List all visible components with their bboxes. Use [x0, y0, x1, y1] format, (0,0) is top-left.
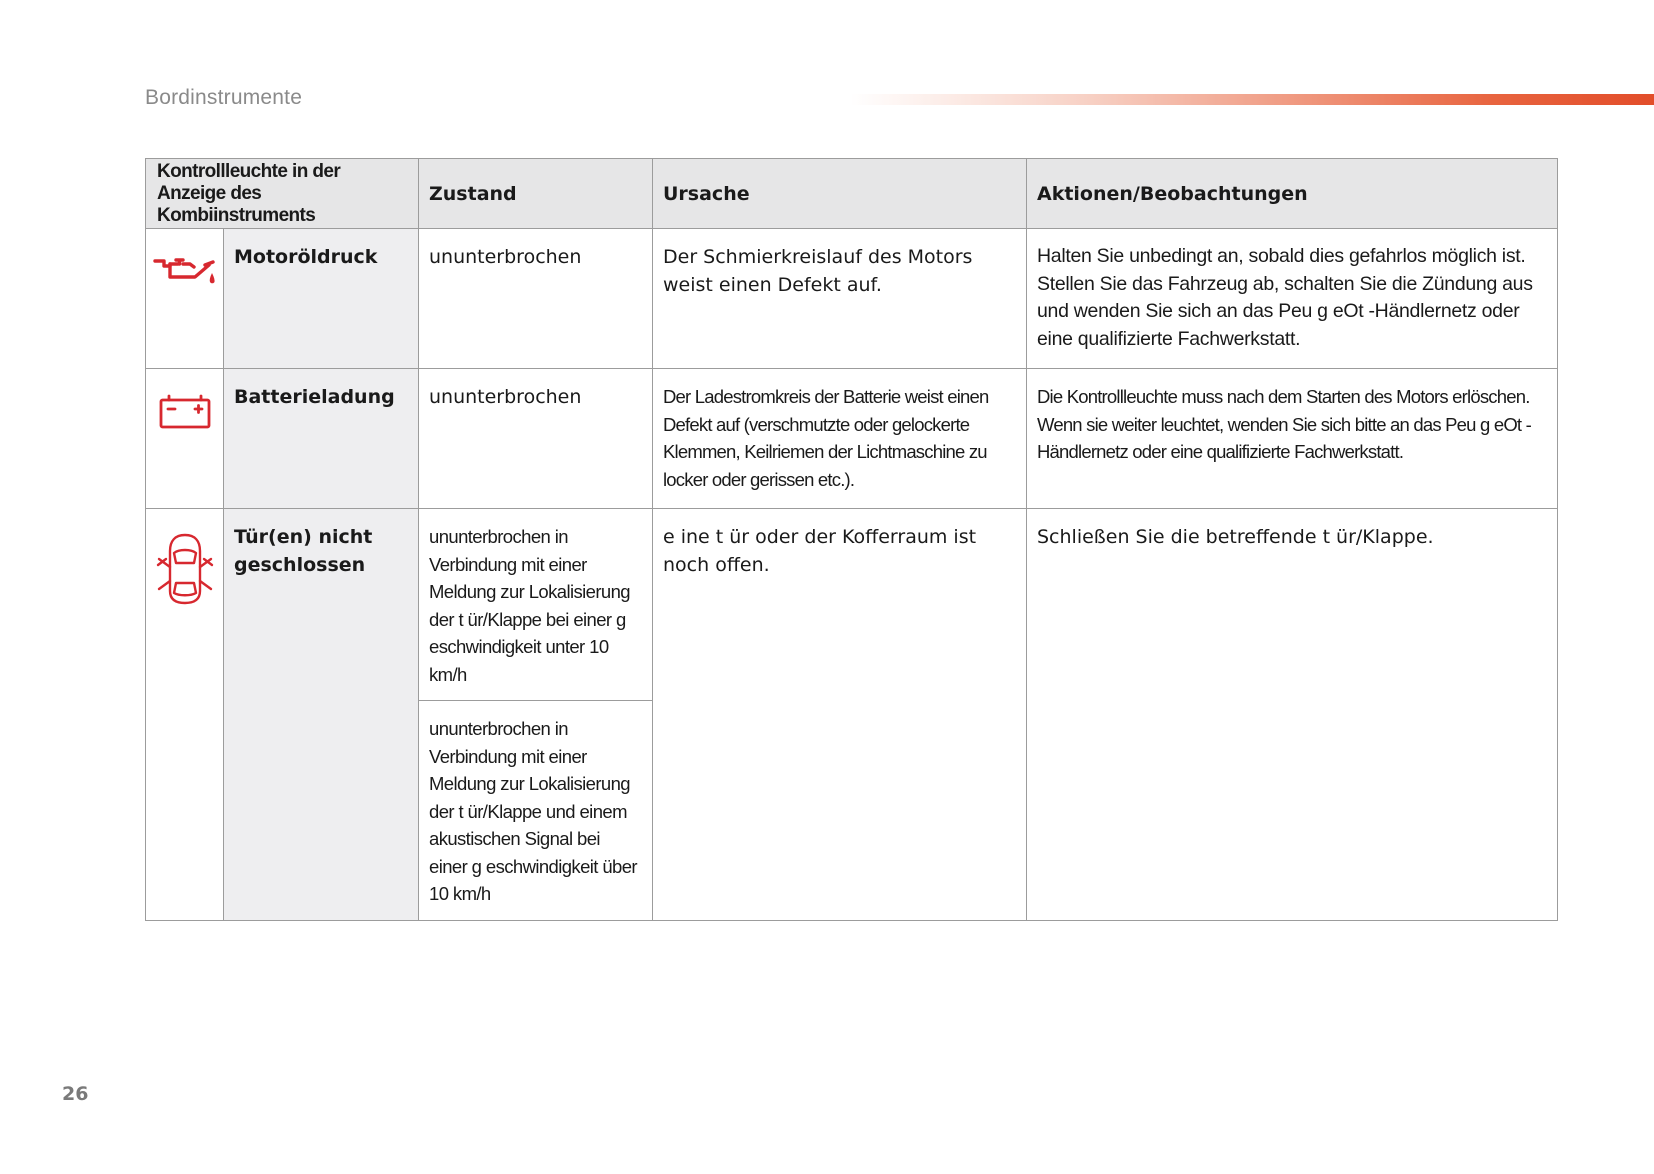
action-cell: Halten Sie unbedingt an, sobald dies gefahrlos möglich ist. Stellen Sie das Fahrzeug ab, schalten Sie die Zündung aus und wenden Sie sich an das Peu g eOt -Händlernetz oder eine qualifizierte Fachwerkstatt.: [1027, 229, 1558, 369]
warning-name: Batterieladung: [224, 369, 419, 509]
action-cell: Schließen Sie die betreffende t ür/Klappe.: [1027, 509, 1558, 921]
cause-cell: Der Ladestromkreis der Batterie weist einen Defekt auf (verschmutzte oder gelockerte Klemmen, Keilriemen der Lichtmaschine zu locker oder gerissen etc.).: [653, 369, 1027, 509]
icon-cell: [146, 229, 224, 369]
header-accent-bar: [850, 94, 1654, 105]
table-row: [146, 369, 1558, 509]
section-title: Bordinstrumente: [145, 86, 303, 109]
page-number: 26: [62, 1083, 89, 1105]
condition-cell: ununterbrochen in Verbindung mit einer Meldung zur Lokalisierung der t ür/Klappe bei einer g eschwindigkeit unter 10 km/h: [419, 509, 653, 701]
condition-cell: ununterbrochen: [419, 229, 653, 369]
battery-icon: [157, 391, 213, 431]
action-line: Die Kontrollleuchte muss nach dem Starten des Motors erlöschen.: [1037, 386, 1530, 407]
warning-name: Motoröldruck: [224, 229, 419, 369]
column-header-actions: Aktionen/Beobachtungen: [1027, 159, 1558, 229]
icon-cell: [146, 509, 224, 921]
action-line: Wenn sie weiter leuchtet, wenden Sie sich bitte an das Peu g eOt -Händlernetz oder eine qualifizierte Fachwerkstatt.: [1037, 413, 1531, 462]
table-row: [146, 229, 1558, 369]
action-cell: [1027, 369, 1558, 509]
column-header-condition: Zustand: [419, 159, 653, 229]
warning-lights-table: [145, 158, 1558, 921]
oil-pressure-icon: [152, 251, 218, 291]
column-header-warning-light: Kontrollleuchte in der Anzeige des Kombiinstruments: [146, 159, 419, 229]
condition-cell: ununterbrochen in Verbindung mit einer Meldung zur Lokalisierung der t ür/Klappe und einem akustischen Signal bei einer g eschwindigkeit über 10 km/h: [419, 701, 653, 921]
column-header-cause: Ursache: [653, 159, 1027, 229]
cause-cell: e ine t ür oder der Kofferraum ist noch offen.: [653, 509, 1027, 921]
cause-cell: Der Schmierkreislauf des Motors weist einen Defekt auf.: [653, 229, 1027, 369]
condition-cell: ununterbrochen: [419, 369, 653, 509]
table-header-row: [146, 159, 1558, 229]
warning-name: Tür(en) nicht geschlossen: [224, 509, 419, 921]
door-open-icon: [155, 531, 215, 607]
table-row: [146, 509, 1558, 701]
icon-cell: [146, 369, 224, 509]
